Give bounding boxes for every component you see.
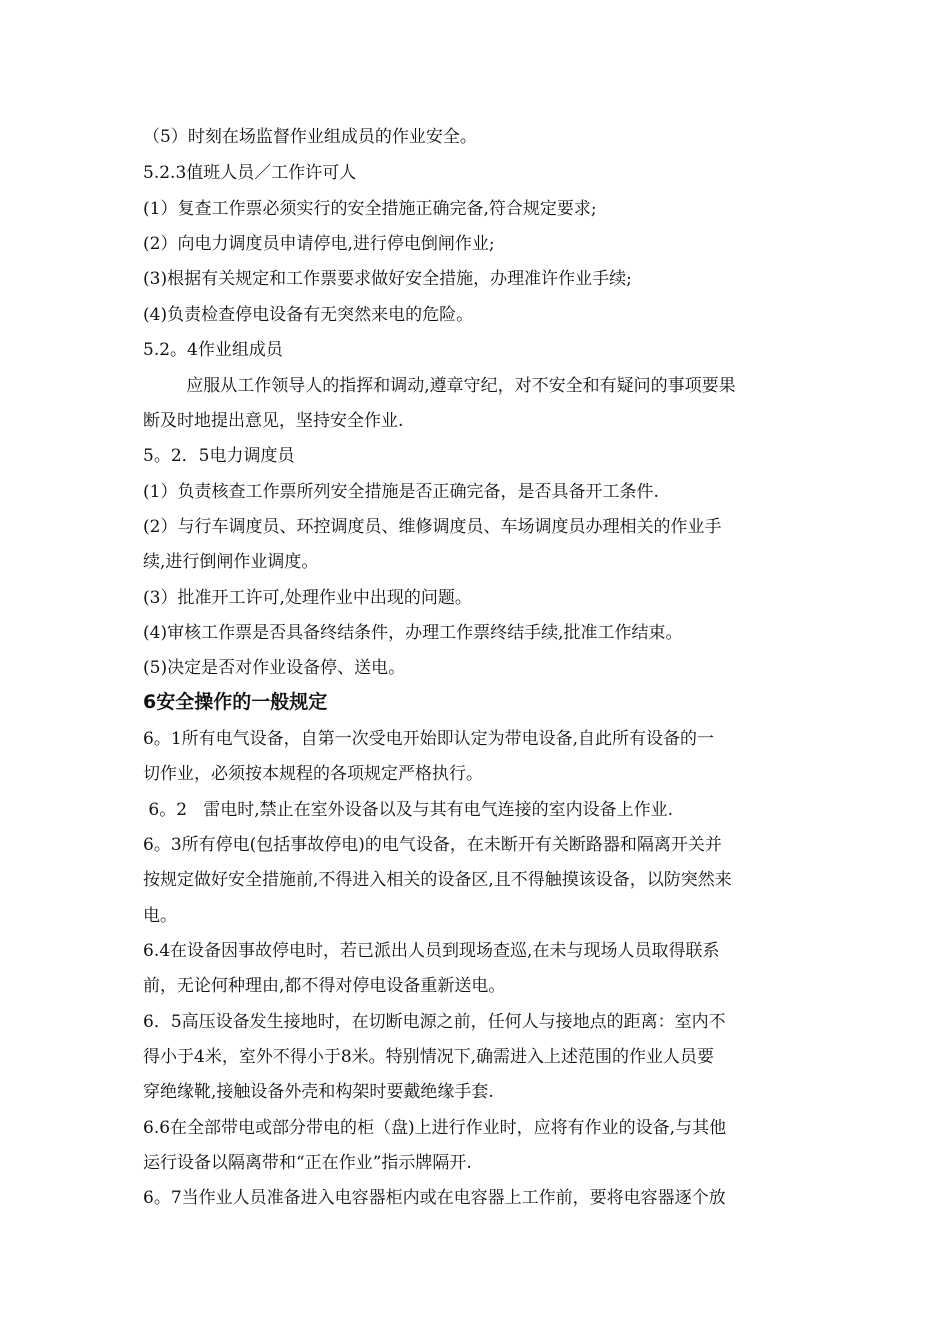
section-heading-5-2-5: 5。2．5电力调度员 xyxy=(143,446,295,466)
section-heading-5-2-3: 5.2.3值班人员／工作许可人 xyxy=(143,163,357,183)
section-heading-6: 6安全操作的一般规定 xyxy=(143,691,328,713)
text-line-5-2-5-item-2-cont: 续,进行倒闸作业调度。 xyxy=(143,552,319,572)
text-line-5-2-5-item-3: (3）批准开工许可,处理作业中出现的问题。 xyxy=(143,588,472,608)
text-line-5-2-5-item-5: (5)决定是否对作业设备停、送电。 xyxy=(143,658,406,678)
section-heading-5-2-4: 5.2。4作业组成员 xyxy=(143,340,283,360)
text-line-6-7: 6。7当作业人员准备进入电容器柜内或在电容器上工作前，要将电容器逐个放 xyxy=(143,1188,726,1208)
text-line-6-3: 6。3所有停电(包括事故停电)的电气设备，在未断开有关断路器和隔离开关并 xyxy=(143,835,722,855)
text-line-5-2-4-para-1: 应服从工作领导人的指挥和调动,遵章守纪，对不安全和有疑问的事项要果 xyxy=(143,376,736,396)
text-line-5-2-4-para-2: 断及时地提出意见，坚持安全作业. xyxy=(143,411,404,431)
text-line-5-2-2-item-5: （5）时刻在场监督作业组成员的作业安全。 xyxy=(143,127,477,147)
text-line-6-3-cont-2: 电。 xyxy=(143,906,177,926)
text-line-6-6: 6.6在全部带电或部分带电的柜（盘)上进行作业时，应将有作业的设备,与其他 xyxy=(143,1118,727,1138)
text-line-6-4-cont: 前，无论何种理由,都不得对停电设备重新送电。 xyxy=(143,976,506,996)
text-line-6-5: 6．5高压设备发生接地时，在切断电源之前，任何人与接地点的距离：室内不 xyxy=(143,1012,726,1032)
text-line-6-1: 6。1所有电气设备，自第一次受电开始即认定为带电设备,自此所有设备的一 xyxy=(143,729,715,749)
text-line-5-2-5-item-1: (1）负责核查工作票所列安全措施是否正确完备，是否具备开工条件. xyxy=(143,482,659,502)
text-line-6-2: 6。2 雷电时,禁止在室外设备以及与其有电气连接的室内设备上作业. xyxy=(143,800,674,820)
text-line-5-2-5-item-4: (4)审核工作票是否具备终结条件，办理工作票终结手续,批准工作结束。 xyxy=(143,623,683,643)
text-line-6-5-cont-2: 穿绝缘靴,接触设备外壳和构架时要戴绝缘手套. xyxy=(143,1082,494,1102)
text-line-6-3-cont-1: 按规定做好安全措施前,不得进入相关的设备区,且不得触摸该设备，以防突然来 xyxy=(143,870,732,890)
text-line-5-2-5-item-2: (2）与行车调度员、环控调度员、维修调度员、车场调度员办理相关的作业手 xyxy=(143,517,722,537)
text-line-5-2-3-item-4: (4)负责检查停电设备有无突然来电的危险。 xyxy=(143,305,474,325)
text-line-5-2-3-item-2: (2）向电力调度员申请停电,进行停电倒闸作业; xyxy=(143,234,495,254)
text-line-6-6-cont: 运行设备以隔离带和“正在作业”指示牌隔开. xyxy=(143,1153,472,1173)
text-line-6-5-cont-1: 得小于4米，室外不得小于8米。特别情况下,确需进入上述范围的作业人员要 xyxy=(143,1047,715,1067)
text-line-6-1-cont: 切作业，必须按本规程的各项规定严格执行。 xyxy=(143,764,483,784)
text-line-5-2-3-item-3: (3)根据有关规定和工作票要求做好安全措施，办理准许作业手续; xyxy=(143,269,632,289)
text-line-5-2-3-item-1: (1）复查工作票必须实行的安全措施正确完备,符合规定要求; xyxy=(143,199,597,219)
text-line-6-4: 6.4在设备因事故停电时，若已派出人员到现场查巡,在未与现场人员取得联系 xyxy=(143,941,720,961)
